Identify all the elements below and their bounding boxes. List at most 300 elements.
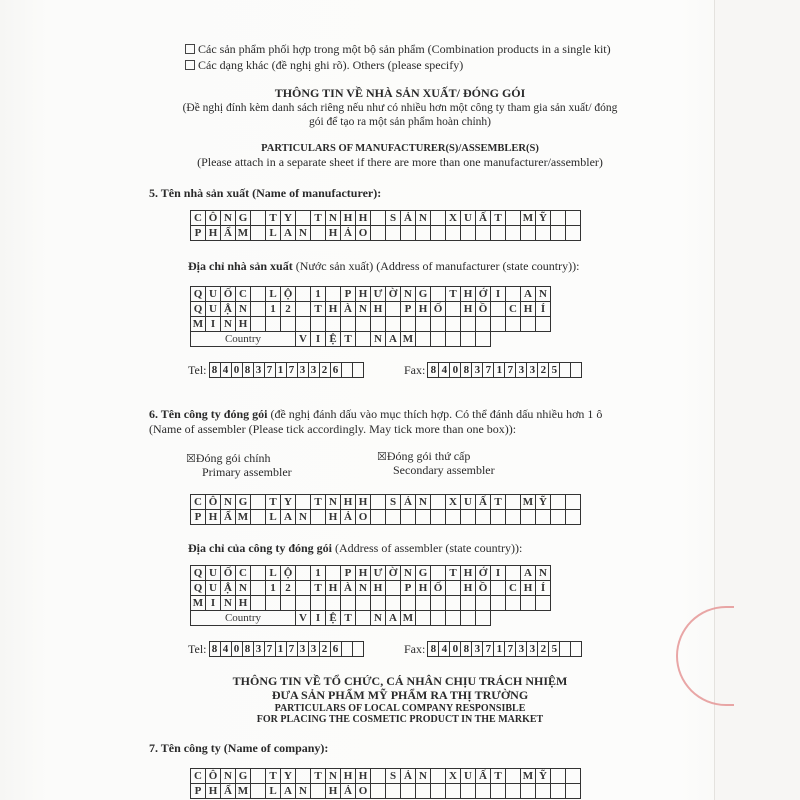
letter-cell[interactable]	[446, 317, 461, 332]
letter-cell[interactable]	[476, 596, 491, 611]
letter-cell[interactable]: 1	[311, 287, 326, 302]
letter-cell[interactable]: Ố	[431, 302, 446, 317]
letter-cell[interactable]	[431, 317, 446, 332]
letter-cell[interactable]	[566, 784, 581, 799]
letter-cell[interactable]	[536, 317, 551, 332]
letter-cell[interactable]: Ô	[206, 769, 221, 784]
letter-cell[interactable]: 1	[266, 302, 281, 317]
option-others[interactable]: Các dạng khác (đề nghị ghi rõ). Others (please specify)	[185, 58, 463, 72]
letter-cell[interactable]: Ộ	[281, 566, 296, 581]
letter-cell[interactable]: S	[386, 769, 401, 784]
letter-cell[interactable]: O	[356, 226, 371, 241]
digit-cell[interactable]: 8	[243, 363, 254, 378]
digit-cell[interactable]	[560, 363, 571, 378]
q6-address-grid[interactable]	[190, 565, 551, 611]
letter-cell[interactable]	[491, 317, 506, 332]
letter-cell[interactable]: N	[296, 226, 311, 241]
letter-cell[interactable]	[431, 211, 446, 226]
letter-cell[interactable]	[251, 769, 266, 784]
letter-cell[interactable]: Ỹ	[536, 769, 551, 784]
letter-cell[interactable]: Ả	[341, 510, 356, 525]
letter-cell[interactable]	[506, 211, 521, 226]
letter-cell[interactable]: Ậ	[221, 581, 236, 596]
digit-cell[interactable]: 7	[483, 363, 494, 378]
letter-cell[interactable]	[431, 510, 446, 525]
letter-cell[interactable]: U	[461, 495, 476, 510]
letter-cell[interactable]: I	[206, 596, 221, 611]
letter-cell[interactable]	[251, 566, 266, 581]
digit-cell[interactable]: 8	[243, 642, 254, 657]
digit-cell[interactable]	[571, 642, 582, 657]
letter-cell[interactable]	[431, 566, 446, 581]
country-cell[interactable]: M	[401, 611, 416, 626]
letter-cell[interactable]: Í	[536, 302, 551, 317]
country-cell[interactable]: A	[386, 332, 401, 347]
letter-cell[interactable]: C	[236, 566, 251, 581]
checkbox-checked-icon[interactable]: ☒	[377, 451, 387, 463]
country-cell[interactable]	[431, 611, 446, 626]
letter-cell[interactable]	[281, 596, 296, 611]
letter-cell[interactable]	[551, 226, 566, 241]
letter-cell[interactable]	[446, 596, 461, 611]
letter-cell[interactable]	[416, 226, 431, 241]
country-cell[interactable]	[461, 611, 476, 626]
letter-cell[interactable]: L	[266, 226, 281, 241]
letter-cell[interactable]: T	[311, 769, 326, 784]
digit-cell[interactable]	[342, 363, 353, 378]
letter-cell[interactable]: Y	[281, 769, 296, 784]
letter-cell[interactable]	[296, 211, 311, 226]
letter-cell[interactable]: Ả	[341, 784, 356, 799]
country-cell[interactable]: N	[371, 332, 386, 347]
letter-cell[interactable]	[476, 784, 491, 799]
letter-cell[interactable]: N	[416, 495, 431, 510]
letter-cell[interactable]: N	[326, 769, 341, 784]
letter-cell[interactable]: U	[206, 302, 221, 317]
letter-cell[interactable]: Ồ	[476, 581, 491, 596]
letter-cell[interactable]: Q	[191, 287, 206, 302]
letter-cell[interactable]	[311, 510, 326, 525]
letter-cell[interactable]: U	[206, 566, 221, 581]
letter-cell[interactable]: H	[461, 581, 476, 596]
letter-cell[interactable]	[401, 317, 416, 332]
digit-cell[interactable]: 7	[505, 642, 516, 657]
letter-cell[interactable]: Ớ	[476, 287, 491, 302]
letter-cell[interactable]: N	[416, 769, 431, 784]
letter-cell[interactable]	[536, 596, 551, 611]
letter-cell[interactable]	[506, 566, 521, 581]
country-cell[interactable]	[446, 332, 461, 347]
letter-cell[interactable]: C	[506, 581, 521, 596]
country-cell[interactable]	[431, 332, 446, 347]
digit-cell[interactable]: 3	[298, 363, 309, 378]
letter-cell[interactable]: N	[536, 566, 551, 581]
country-cell[interactable]	[416, 611, 431, 626]
letter-cell[interactable]: M	[191, 596, 206, 611]
digit-cell[interactable]: 8	[428, 642, 439, 657]
letter-cell[interactable]: P	[341, 287, 356, 302]
country-cell[interactable]: I	[311, 332, 326, 347]
letter-cell[interactable]: H	[521, 302, 536, 317]
letter-cell[interactable]	[551, 510, 566, 525]
letter-cell[interactable]: L	[266, 784, 281, 799]
letter-cell[interactable]	[476, 510, 491, 525]
letter-cell[interactable]: N	[326, 211, 341, 226]
digit-cell[interactable]: 7	[265, 363, 276, 378]
letter-cell[interactable]: N	[326, 495, 341, 510]
letter-cell[interactable]: N	[296, 510, 311, 525]
digit-cell[interactable]: 3	[309, 642, 320, 657]
letter-cell[interactable]: N	[236, 302, 251, 317]
letter-cell[interactable]: M	[521, 495, 536, 510]
letter-cell[interactable]: T	[266, 211, 281, 226]
digit-cell[interactable]: 7	[265, 642, 276, 657]
q6-tel[interactable]: Tel: 8 4 0 8 3 7 1 7 3 3 2 6	[188, 641, 364, 657]
letter-cell[interactable]	[341, 317, 356, 332]
digit-cell[interactable]: 1	[494, 642, 505, 657]
letter-cell[interactable]: Q	[191, 302, 206, 317]
letter-cell[interactable]: H	[356, 769, 371, 784]
letter-cell[interactable]: G	[416, 287, 431, 302]
letter-cell[interactable]	[401, 784, 416, 799]
letter-cell[interactable]: Ẩ	[221, 510, 236, 525]
letter-cell[interactable]	[251, 784, 266, 799]
country-cell[interactable]: V	[296, 332, 311, 347]
letter-cell[interactable]	[251, 495, 266, 510]
letter-cell[interactable]	[386, 226, 401, 241]
letter-cell[interactable]	[551, 784, 566, 799]
digit-cell[interactable]: 3	[527, 642, 538, 657]
option-combination[interactable]: Các sản phẩm phối hợp trong một bộ sản phẩm (Combination products in a single kit)	[185, 42, 611, 56]
letter-cell[interactable]	[356, 596, 371, 611]
letter-cell[interactable]	[251, 226, 266, 241]
digit-cell[interactable]	[571, 363, 582, 378]
letter-cell[interactable]	[461, 317, 476, 332]
letter-cell[interactable]: T	[311, 302, 326, 317]
letter-cell[interactable]	[566, 769, 581, 784]
letter-cell[interactable]	[311, 784, 326, 799]
letter-cell[interactable]: H	[326, 510, 341, 525]
letter-cell[interactable]: Ỹ	[536, 495, 551, 510]
letter-cell[interactable]: C	[191, 495, 206, 510]
letter-cell[interactable]: U	[206, 287, 221, 302]
letter-cell[interactable]	[551, 769, 566, 784]
letter-cell[interactable]	[326, 317, 341, 332]
digit-cell[interactable]: 8	[210, 363, 221, 378]
letter-cell[interactable]	[506, 596, 521, 611]
letter-cell[interactable]	[356, 317, 371, 332]
letter-cell[interactable]: Ả	[401, 211, 416, 226]
letter-cell[interactable]: P	[341, 566, 356, 581]
letter-cell[interactable]: I	[491, 566, 506, 581]
country-cell[interactable]: V	[296, 611, 311, 626]
letter-cell[interactable]: H	[326, 581, 341, 596]
letter-cell[interactable]	[491, 226, 506, 241]
letter-cell[interactable]: G	[236, 769, 251, 784]
letter-cell[interactable]	[566, 226, 581, 241]
country-cell[interactable]	[461, 332, 476, 347]
letter-cell[interactable]: H	[521, 581, 536, 596]
letter-cell[interactable]: Q	[191, 566, 206, 581]
letter-cell[interactable]	[326, 566, 341, 581]
letter-cell[interactable]: Ộ	[281, 287, 296, 302]
digit-cell[interactable]: 1	[494, 363, 505, 378]
letter-cell[interactable]	[386, 510, 401, 525]
letter-cell[interactable]	[401, 596, 416, 611]
letter-cell[interactable]: C	[506, 302, 521, 317]
letter-cell[interactable]: C	[236, 287, 251, 302]
letter-cell[interactable]: N	[221, 211, 236, 226]
letter-cell[interactable]: H	[416, 581, 431, 596]
letter-cell[interactable]: H	[206, 510, 221, 525]
letter-cell[interactable]	[431, 596, 446, 611]
letter-cell[interactable]: P	[401, 581, 416, 596]
letter-cell[interactable]	[491, 510, 506, 525]
letter-cell[interactable]: H	[416, 302, 431, 317]
letter-cell[interactable]	[461, 510, 476, 525]
q5-country-row[interactable]	[190, 332, 491, 347]
letter-cell[interactable]: P	[191, 226, 206, 241]
letter-cell[interactable]: N	[356, 302, 371, 317]
digit-cell[interactable]: 2	[320, 642, 331, 657]
letter-cell[interactable]	[296, 581, 311, 596]
letter-cell[interactable]: N	[401, 287, 416, 302]
letter-cell[interactable]: L	[266, 566, 281, 581]
letter-cell[interactable]	[251, 211, 266, 226]
letter-cell[interactable]: H	[461, 287, 476, 302]
digit-cell[interactable]: 8	[210, 642, 221, 657]
letter-cell[interactable]	[536, 510, 551, 525]
digit-cell[interactable]: 0	[450, 363, 461, 378]
digit-cell[interactable]: 5	[549, 642, 560, 657]
q6-country-row[interactable]	[190, 611, 491, 626]
letter-cell[interactable]: H	[356, 566, 371, 581]
letter-cell[interactable]: N	[401, 566, 416, 581]
letter-cell[interactable]: Q	[191, 581, 206, 596]
digit-cell[interactable]: 0	[450, 642, 461, 657]
digit-cell[interactable]	[560, 642, 571, 657]
letter-cell[interactable]: Ớ	[476, 566, 491, 581]
letter-cell[interactable]: T	[266, 769, 281, 784]
letter-cell[interactable]: Ô	[206, 495, 221, 510]
letter-cell[interactable]	[566, 510, 581, 525]
digit-cell[interactable]: 0	[232, 642, 243, 657]
letter-cell[interactable]	[521, 510, 536, 525]
letter-cell[interactable]	[551, 211, 566, 226]
digit-cell[interactable]: 7	[287, 642, 298, 657]
letter-cell[interactable]	[536, 226, 551, 241]
letter-cell[interactable]: N	[221, 769, 236, 784]
checkbox-icon[interactable]	[185, 44, 195, 54]
letter-cell[interactable]: Ư	[371, 566, 386, 581]
q5-tel[interactable]: Tel: 8 4 0 8 3 7 1 7 3 3 2 6	[188, 362, 364, 378]
letter-cell[interactable]	[536, 784, 551, 799]
letter-cell[interactable]: Ố	[431, 581, 446, 596]
letter-cell[interactable]: H	[356, 211, 371, 226]
letter-cell[interactable]: Ô	[206, 211, 221, 226]
letter-cell[interactable]: H	[206, 784, 221, 799]
letter-cell[interactable]: Ố	[221, 566, 236, 581]
letter-cell[interactable]	[371, 317, 386, 332]
q5-fax[interactable]: Fax: 8 4 0 8 3 7 1 7 3 3 2 5	[404, 362, 582, 378]
letter-cell[interactable]: G	[236, 211, 251, 226]
letter-cell[interactable]: Ỹ	[536, 211, 551, 226]
letter-cell[interactable]	[506, 784, 521, 799]
letter-cell[interactable]: P	[191, 784, 206, 799]
letter-cell[interactable]: H	[236, 317, 251, 332]
letter-cell[interactable]: T	[311, 581, 326, 596]
letter-cell[interactable]: A	[521, 287, 536, 302]
letter-cell[interactable]: H	[341, 495, 356, 510]
letter-cell[interactable]	[386, 784, 401, 799]
letter-cell[interactable]: M	[236, 226, 251, 241]
letter-cell[interactable]: N	[296, 784, 311, 799]
letter-cell[interactable]: P	[401, 302, 416, 317]
letter-cell[interactable]	[296, 596, 311, 611]
letter-cell[interactable]	[371, 784, 386, 799]
letter-cell[interactable]	[506, 769, 521, 784]
digit-cell[interactable]	[353, 363, 364, 378]
letter-cell[interactable]: M	[191, 317, 206, 332]
letter-cell[interactable]: L	[266, 510, 281, 525]
q7-name-grid[interactable]	[190, 768, 581, 799]
letter-cell[interactable]	[491, 784, 506, 799]
letter-cell[interactable]	[251, 287, 266, 302]
letter-cell[interactable]: C	[191, 211, 206, 226]
letter-cell[interactable]: S	[386, 495, 401, 510]
letter-cell[interactable]: T	[446, 287, 461, 302]
letter-cell[interactable]: H	[326, 784, 341, 799]
letter-cell[interactable]: Ậ	[221, 302, 236, 317]
letter-cell[interactable]	[371, 596, 386, 611]
letter-cell[interactable]	[446, 581, 461, 596]
letter-cell[interactable]	[296, 317, 311, 332]
letter-cell[interactable]	[266, 596, 281, 611]
letter-cell[interactable]	[386, 317, 401, 332]
digit-cell[interactable]: 8	[428, 363, 439, 378]
letter-cell[interactable]	[446, 226, 461, 241]
letter-cell[interactable]	[371, 226, 386, 241]
country-cell[interactable]: M	[401, 332, 416, 347]
letter-cell[interactable]	[431, 226, 446, 241]
letter-cell[interactable]	[461, 596, 476, 611]
letter-cell[interactable]: O	[356, 784, 371, 799]
letter-cell[interactable]	[371, 769, 386, 784]
letter-cell[interactable]: T	[311, 211, 326, 226]
digit-cell[interactable]: 7	[505, 363, 516, 378]
letter-cell[interactable]	[521, 596, 536, 611]
letter-cell[interactable]	[251, 302, 266, 317]
letter-cell[interactable]: H	[461, 302, 476, 317]
letter-cell[interactable]	[341, 596, 356, 611]
letter-cell[interactable]: Ả	[401, 769, 416, 784]
letter-cell[interactable]	[296, 302, 311, 317]
letter-cell[interactable]: H	[341, 211, 356, 226]
letter-cell[interactable]	[461, 226, 476, 241]
letter-cell[interactable]: U	[461, 769, 476, 784]
digit-cell[interactable]: 3	[254, 363, 265, 378]
letter-cell[interactable]	[461, 784, 476, 799]
q6-name-grid[interactable]	[190, 494, 581, 525]
letter-cell[interactable]: I	[491, 287, 506, 302]
letter-cell[interactable]	[446, 510, 461, 525]
letter-cell[interactable]	[311, 596, 326, 611]
letter-cell[interactable]: Ẩ	[221, 226, 236, 241]
letter-cell[interactable]: Ờ	[386, 566, 401, 581]
letter-cell[interactable]: I	[206, 317, 221, 332]
digit-cell[interactable]: 4	[221, 363, 232, 378]
letter-cell[interactable]	[446, 302, 461, 317]
country-cell[interactable]	[356, 332, 371, 347]
letter-cell[interactable]: T	[311, 495, 326, 510]
country-cell[interactable]: Ệ	[326, 332, 341, 347]
letter-cell[interactable]: H	[236, 596, 251, 611]
letter-cell[interactable]: U	[461, 211, 476, 226]
letter-cell[interactable]	[551, 495, 566, 510]
letter-cell[interactable]: Y	[281, 211, 296, 226]
letter-cell[interactable]: G	[416, 566, 431, 581]
letter-cell[interactable]: L	[266, 287, 281, 302]
letter-cell[interactable]: T	[491, 211, 506, 226]
letter-cell[interactable]	[371, 510, 386, 525]
letter-cell[interactable]	[566, 211, 581, 226]
primary-assembler-option[interactable]: ☒Đóng gói chính	[186, 451, 271, 465]
letter-cell[interactable]: Ẩ	[221, 784, 236, 799]
digit-cell[interactable]: 6	[331, 642, 342, 657]
digit-cell[interactable]: 7	[287, 363, 298, 378]
letter-cell[interactable]: M	[521, 211, 536, 226]
letter-cell[interactable]	[521, 226, 536, 241]
letter-cell[interactable]: 2	[281, 302, 296, 317]
letter-cell[interactable]	[416, 784, 431, 799]
letter-cell[interactable]: N	[221, 596, 236, 611]
letter-cell[interactable]	[281, 317, 296, 332]
letter-cell[interactable]	[506, 317, 521, 332]
letter-cell[interactable]	[491, 596, 506, 611]
letter-cell[interactable]: N	[221, 495, 236, 510]
letter-cell[interactable]	[416, 596, 431, 611]
letter-cell[interactable]	[251, 317, 266, 332]
digit-cell[interactable]: 3	[516, 642, 527, 657]
checkbox-icon[interactable]	[185, 60, 195, 70]
letter-cell[interactable]: T	[491, 769, 506, 784]
letter-cell[interactable]	[506, 510, 521, 525]
letter-cell[interactable]: X	[446, 495, 461, 510]
digit-cell[interactable]: 4	[439, 363, 450, 378]
digit-cell[interactable]: 6	[331, 363, 342, 378]
letter-cell[interactable]: H	[371, 302, 386, 317]
country-cell[interactable]: Ệ	[326, 611, 341, 626]
digit-cell[interactable]: 1	[276, 642, 287, 657]
letter-cell[interactable]	[521, 317, 536, 332]
secondary-assembler-option[interactable]: ☒Đóng gói thứ cấp	[377, 449, 471, 463]
letter-cell[interactable]: N	[236, 581, 251, 596]
letter-cell[interactable]: N	[536, 287, 551, 302]
digit-cell[interactable]: 4	[221, 642, 232, 657]
letter-cell[interactable]: N	[221, 317, 236, 332]
country-cell[interactable]	[356, 611, 371, 626]
digit-cell[interactable]: 3	[298, 642, 309, 657]
country-cell[interactable]	[446, 611, 461, 626]
letter-cell[interactable]: À	[341, 302, 356, 317]
letter-cell[interactable]: G	[236, 495, 251, 510]
digit-cell[interactable]: 2	[538, 642, 549, 657]
letter-cell[interactable]: O	[356, 510, 371, 525]
digit-cell[interactable]: 8	[461, 642, 472, 657]
letter-cell[interactable]	[266, 317, 281, 332]
letter-cell[interactable]: M	[521, 769, 536, 784]
digit-cell[interactable]: 8	[461, 363, 472, 378]
